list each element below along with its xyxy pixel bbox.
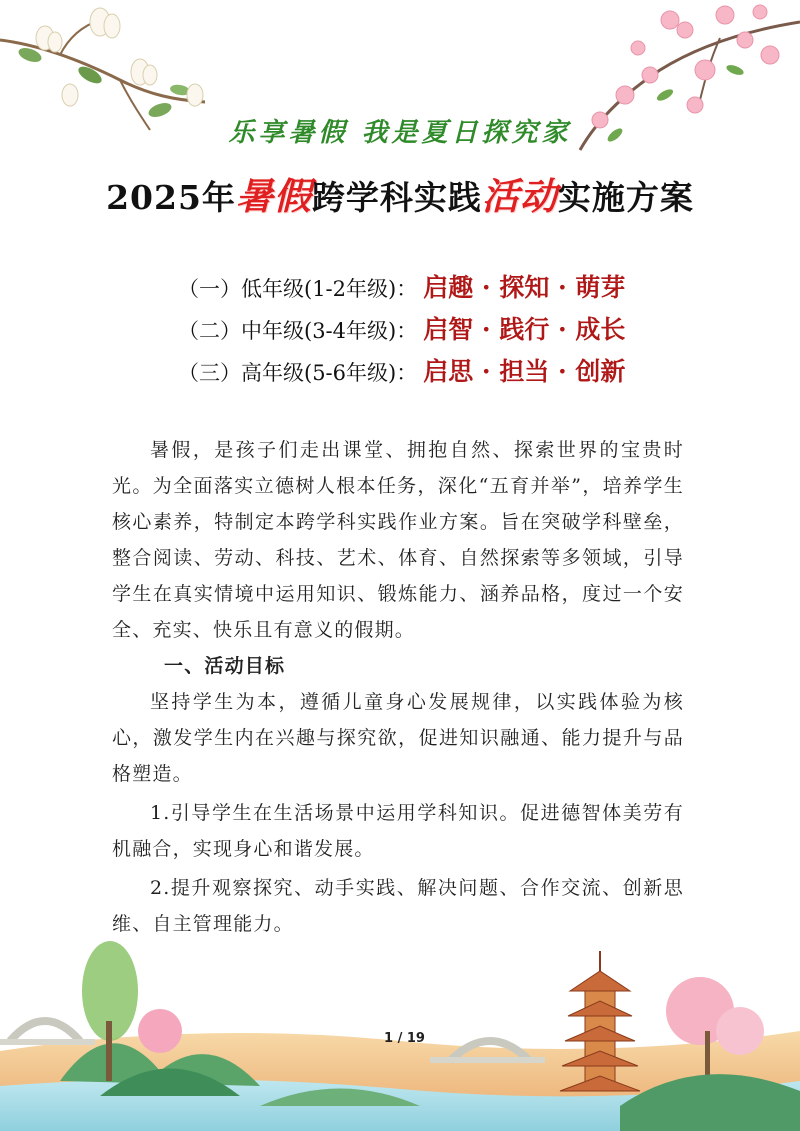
title-middle: 跨学科实践 [311,178,482,217]
grade-label: （三）高年级(5-6年级)： [178,361,418,385]
grade-list [178,268,738,394]
landscape-decoration [0,921,800,1131]
grade-theme: 启智 · 践行 · 成长 [423,315,626,344]
title-highlight-activity: 活动 [481,174,558,218]
grade-item [178,352,738,394]
goal-item-2: 2.提升观察探究、动手实践、解决问题、合作交流、创新思维、自主管理能力。 [112,877,684,935]
slogan: 乐享暑假 我是夏日探究家 [228,118,572,148]
grade-theme: 启趣 · 探知 · 萌芽 [423,273,626,302]
grade-item [178,310,738,352]
intro-paragraph: 暑假，是孩子们走出课堂、拥抱自然、探索世界的宝贵时光。为全面落实立德树人根本任务，深化“五育并举”，培养学生核心素养，特制定本跨学科实践作业方案。旨在突破学科壁垒，整合阅读、劳动、科技、艺术、体育、自然探索等多领域，引导学生在真实情境中运用知识、锻炼能力、涵养品格，度过一个安全、充实、快乐且有意义的假期。 [112,439,684,641]
page-number: 1 / 19 [384,1031,425,1046]
page-title [0,166,800,220]
grade-item [178,268,738,310]
goal-paragraph: 坚持学生为本，遵循儿童身心发展规律，以实践体验为核心，激发学生内在兴趣与探究欲，促进知识融通、能力提升与品格塑造。 [112,691,684,785]
grade-label: （一）低年级(1-2年级)： [178,277,418,301]
grade-label: （二）中年级(3-4年级)： [178,319,418,343]
title-highlight-summer: 暑假 [235,174,312,218]
section-heading: 一、活动目标 [164,655,286,677]
grade-theme: 启思 · 担当 · 创新 [423,357,626,386]
title-year: 2025年 [106,178,236,217]
document-body [112,432,684,942]
goal-item-1: 1.引导学生在生活场景中运用学科知识。促进德智体美劳有机融合，实现身心和谐发展。 [112,802,684,860]
title-end: 实施方案 [557,178,694,217]
